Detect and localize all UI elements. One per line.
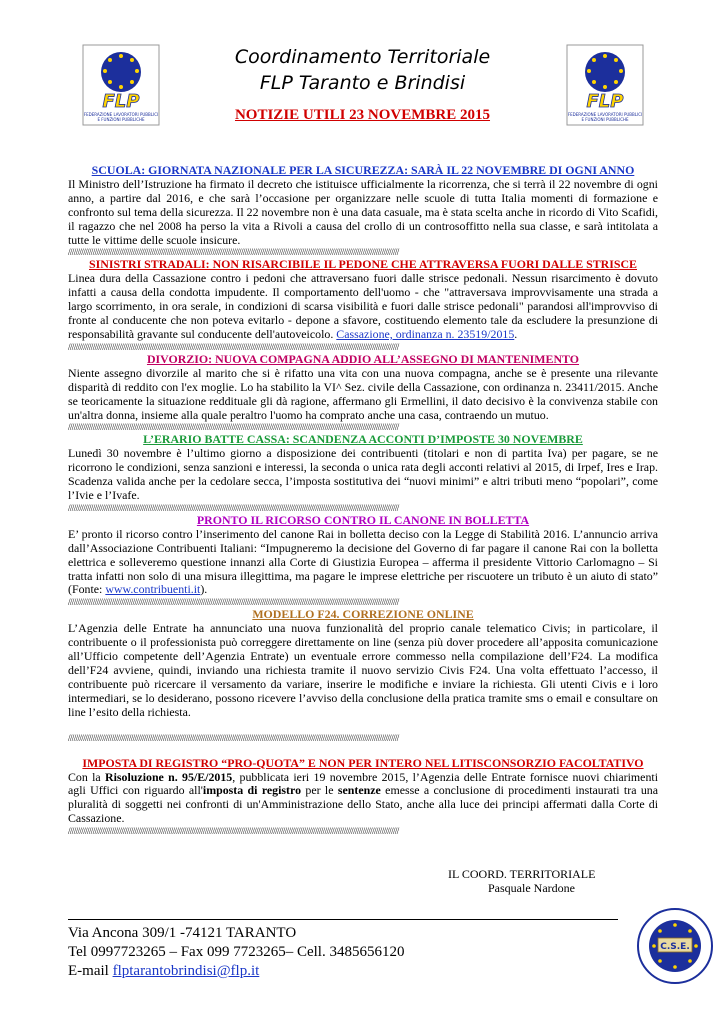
flp-logo-caption: FEDERAZIONE LAVORATORI PUBBLICI	[83, 112, 159, 117]
signature-block	[448, 867, 595, 895]
signature-name: Pasquale Nardone	[488, 881, 575, 895]
section-heading: SCUOLA: GIORNATA NAZIONALE PER LA SICUREZZA: SARÀ IL 22 NOVEMBRE DI OGNI ANNO	[91, 163, 635, 177]
footer-email-link[interactable]: flptarantobrindisi@flp.it	[112, 963, 260, 979]
flp-logo-text: FLP	[586, 91, 624, 112]
bulletin-content	[68, 164, 658, 837]
section-text: Il Ministro dell’Istruzione ha firmato il decreto che istituisce ufficialmente la ricorrenza, che si terrà il 22 novembre di ogni anno, a partire dal 2016, e che sarà l’occasione per organizzare nelle scuole di tutta Italia momenti di formazione e confronto sul tema della sicurezza. Il 22 novembre non è una data casuale, ma è stata scelta anche in ricordo di Vito Scafidi, il ragazzo che nel 2008 ha perso la vita a Rivoli a causa del crollo di un controsoffitto nella sua classe, e sarà intitolata a tutte le vittime delle scuole insicure.	[68, 176, 658, 247]
separator: //////////////////////////////////////////////////////////////////////////////////////////////////////////////////////////////////////////////////////////////////////////////	[68, 502, 399, 513]
flp-logo-left	[82, 44, 160, 126]
separator: //////////////////////////////////////////////////////////////////////////////////////////////////////////////////////////////////////////////////////////////////////////////	[68, 597, 399, 608]
signature-role: IL COORD. TERRITORIALE	[448, 867, 596, 881]
flp-logo-right	[566, 44, 644, 126]
separator: //////////////////////////////////////////////////////////////////////////////////////////////////////////////////////////////////////////////////////////////////////////////	[68, 247, 399, 258]
section-heading-registro: IMPOSTA DI REGISTRO “PRO-QUOTA” E NON PER INTERO NEL LITISCONSORZIO FACOLTATIVO	[82, 755, 644, 770]
section-text: Niente assegno divorzile al marito che si è rifatto una vita con una nuova compagna, anche se è presente una rilevante disparità di reddito con l'ex moglie. Lo ha stabilito la VI^ Sez. civile della Cassazione, con ordinanza n. 23411/2015. Anche se teoricamente la situazione reddituale gli dà ragione, affermano gli Ermellini, il dato decisivo è la convivenza stabile con un'altra donna, insieme alla quale peraltro l'uomo ha comprato anche una casa, contraendo un mutuo.	[68, 365, 658, 422]
footer-address: Via Ancona 309/1 -74121 TARANTO	[68, 925, 297, 941]
section-text: L’Agenzia delle Entrate ha annunciato una nuova funzionalità del proprio canale telematico Civis; in particolare, il contribuente o il professionista può correggere direttamente on line (senza più dover procedere all’apposita comunicazione all’Ufficio competente dell’Agenzia Entrate) un eventuale errore commesso nella compilazione dell’F24. La modifica dell’F24 avviene, quindi, inviando una richiesta tramite il nuovo servizio Civis F24. Una volta effettuato l’accesso, il contribuente può ricercare il versamento da variare, inserire le modifiche e inviare la richiesta. Gli utenti Civis e i loro intermediari, se lo desiderano, possono ricevere l’avviso della conclusione della pratica tramite sms o email e consultare on line l’esito della richiesta.	[68, 621, 658, 719]
letterhead-title	[160, 44, 565, 96]
bulletin-date-title: NOTIZIE UTILI 23 NOVEMBRE 2015	[234, 107, 491, 123]
text-part: Con la	[68, 769, 106, 784]
section-heading: MODELLO F24. CORREZIONE ONLINE	[252, 607, 474, 622]
contribuenti-link[interactable]: www.contribuenti.it	[105, 582, 201, 597]
section-text-body: E’ pronto il ricorso contro l’inserimento del canone Rai in bolletta deciso con la Legge di Stabilità 2016. L’annuncio arriva dall’Associazione Contribuenti Italiani: “Impugneremo la decisione del Governo di far pagare il canone Rai con la bolletta elettrica e solleveremo questione innanzi alla Corte di Giustizia Europea – afferma il presidente Vittorio Carlomagno – Si tratta infatti non solo di una misura illegittima, ma pagare le imprese elettriche per riscuotere un tributo è un aiuto di stato” (Fonte:	[68, 526, 658, 597]
separator: //////////////////////////////////////////////////////////////////////////////////////////////////////////////////////////////////////////////////////////////////////////////	[68, 422, 399, 433]
section-text	[68, 272, 658, 342]
text-part: emesse a conclusione di procedimenti instaurati tra una pluralità di soggetti nei confronti di un'Amministrazione dello Stato, anche alla luce dei principi affermati dalla Corte di Cassazione.	[68, 783, 658, 826]
footer-email-label: E-mail	[68, 963, 113, 979]
flp-logo-right-graphic	[566, 44, 644, 126]
section-heading: L’ERARIO BATTE CASSA: SCANDENZA ACCONTI D’IMPOSTE 30 NOVEMBRE	[143, 432, 583, 447]
letterhead-title-line1: Coordinamento Territoriale	[234, 46, 491, 68]
text-bold: Risoluzione n. 95/E/2015	[105, 769, 233, 784]
flp-logo-caption: E FUNZIONI PUBBLICHE	[97, 117, 145, 122]
cassazione-link[interactable]: Cassazione, ordinanza n. 23519/2015	[336, 326, 515, 341]
cse-logo	[636, 907, 714, 985]
separator: //////////////////////////////////////////////////////////////////////////////////////////////////////////////////////////////////////////////////////////////////////////////	[68, 732, 399, 743]
section-heading: SINISTRI STRADALI: NON RISARCIBILE IL PEDONE CHE ATTRAVERSA FUORI DALLE STRISCE	[89, 257, 637, 272]
footer-divider	[68, 919, 618, 920]
letterhead-title-line2: FLP Taranto e Brindisi	[259, 72, 466, 94]
section-text	[68, 528, 658, 598]
flp-logo-text: FLP	[102, 91, 140, 112]
section-text	[68, 771, 658, 827]
flp-logo-left-graphic	[82, 44, 160, 126]
cse-logo-text: C.S.E.	[660, 942, 690, 952]
footer-phones: Tel 0997723265 – Fax 099 7723265– Cell. 3485656120	[68, 944, 405, 960]
section-text-tail: .	[514, 326, 518, 341]
separator: //////////////////////////////////////////////////////////////////////////////////////////////////////////////////////////////////////////////////////////////////////////////	[68, 341, 399, 352]
section-text: Lunedì 30 novembre è l’ultimo giorno a disposizione dei contribuenti (titolari e non di partita Iva) per pagare, se ne ricorrono le condizioni, senza sanzioni e interessi, la seconda o unica rata degli acconti relativi al 2015, di Irpef, Ires e Irap. Scadenza valida anche per la cedolare secca, l’imposta sostitutiva dei “nuovi minimi” e altri tributi meno “popolari”, come l’Ivie e l’Ivafe.	[68, 446, 658, 503]
text-part: , pubblicata ieri 19 novembre 2015, l’Agenzia delle Entrate fornisce nuovi chiarimenti agli Uffici con riguardo all'	[68, 769, 659, 798]
section-heading: DIVORZIO: NUOVA COMPAGNA ADDIO ALL’ASSEGNO DI MANTENIMENTO	[146, 351, 580, 366]
footer-contacts	[68, 924, 404, 981]
flp-logo-caption: FEDERAZIONE LAVORATORI PUBBLICI	[567, 112, 643, 117]
text-bold: imposta di registro	[202, 783, 302, 798]
section-text-tail: ).	[200, 582, 208, 597]
text-part: per le	[301, 783, 338, 798]
section-heading: PRONTO IL RICORSO CONTRO IL CANONE IN BOLLETTA	[196, 512, 530, 527]
flp-logo-caption: E FUNZIONI PUBBLICHE	[581, 117, 629, 122]
section-text-body: Linea dura della Cassazione contro i pedoni che attraversano fuori dalle strisce pedonali. Nessun risarcimento è dovuto infatti a causa della condotta impudente. Il comportamento dell'uomo - che "attraversava improvvisamente una strada a largo scorrimento, in ora serale, in condizioni di scarsa visibilità e fuori dalle strisce pedonali" parandosi all'improvviso di fronte al conducente che non poteva evitarlo - depone a sfavore, costituendo elemento tale da escludere la presunzione di responsabilità gravante sul conducente dell'autoveicolo.	[68, 271, 658, 341]
footer-email-line	[68, 962, 404, 981]
cse-logo-graphic	[636, 907, 714, 985]
text-bold: sentenze	[337, 783, 381, 798]
separator: //////////////////////////////////////////////////////////////////////////////////////////////////////////////////////////////////////////////////////////////////////////////	[68, 826, 399, 837]
